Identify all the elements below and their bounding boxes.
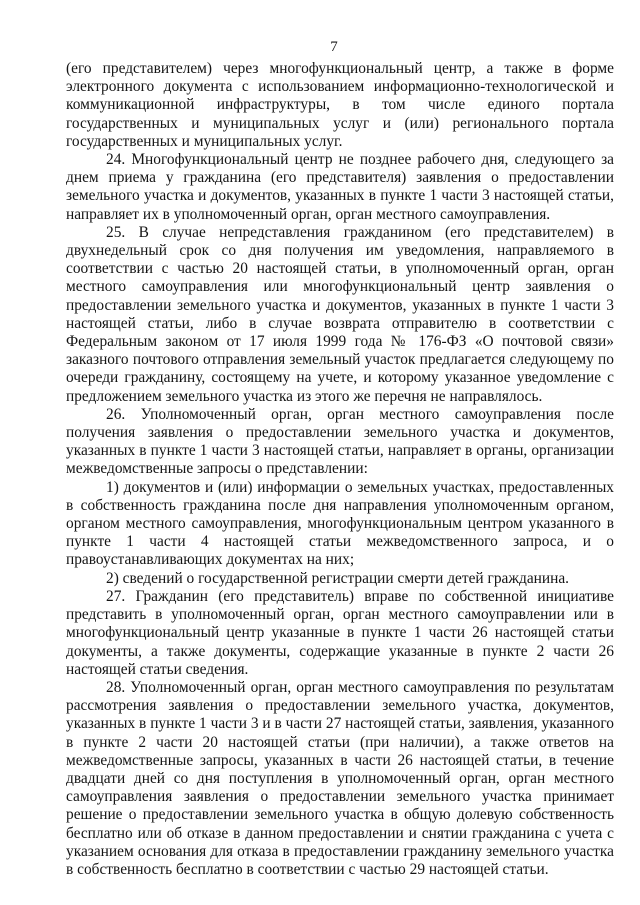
paragraph-26-item-2: 2) сведений о государственной регистрации смерти детей гражданина. <box>106 569 570 587</box>
paragraph-26: 26. Уполномоченный орган, орган местного самоуправления после получения заявления о предоставлении земельного участка и документов, указанных в пункте 1 части 3 настоящей статьи, направляет в органы, организации межведомственные запросы о представлении: <box>66 405 614 478</box>
paragraph-continuation: (его представителем) через многофункциональный центр, а также в форме электронного документа с использованием информационно-технологической и коммуникационной инфраструктуры, в том числе единого портала государственных и муниципальных услуг и (или) регионального портала государственных и муниципальных услуг. <box>66 60 614 150</box>
paragraph-28: 28. Уполномоченный орган, орган местного самоуправления по результатам рассмотрения заявления о предоставлении земельного участка, документов, указанных в пункте 1 части 3 и в части 27 настоящей статьи, заявления, указанного в пункте 2 части 20 настоящей статьи (при наличии), а также ответов на межведомственные запросы, указанных в части 26 настоящей статьи, в течение двадцати дней со дня поступления в уполномоченный орган, орган местного самоуправления заявления о предоставлении земельного участка принимает решение о предоставлении земельного участка в общую долевую собственность бесплатно или об отказе в данном предоставлении и снятии гражданина с учета с указанием основания для отказа в предоставлении гражданину земельного участка в собственность бесплатно в соответствии с частью 29 настоящей статьи. <box>66 678 614 878</box>
document-body <box>66 60 614 879</box>
paragraph-26-item-1: 1) документов и (или) информации о земельных участках, предоставленных в собственность гражданина после дня направления уполномоченным органом, органом местного самоуправления, многофункциональным центром указанного в пункте 1 части 4 настоящей статьи межведомственного запроса, и о правоустанавливающих документах на них; <box>66 478 614 569</box>
page-number: 7 <box>330 39 338 55</box>
paragraph-24: 24. Многофункциональный центр не позднее рабочего дня, следующего за днем приема у гражданина (его представителя) заявления о предоставлении земельного участка и документов, указанных в пункте 1 части 3 настоящей статьи, направляет их в уполномоченный орган, орган местного самоуправления. <box>66 151 614 223</box>
paragraph-27: 27. Гражданин (его представитель) вправе по собственной инициативе представить в уполномоченный орган, орган местного самоуправлении или в многофункциональный центр указанные в пункте 1 части 26 настоящей статьи документы, а также документы, содержащие указанные в пункте 2 части 26 настоящей статьи сведения. <box>66 587 614 678</box>
paragraph-25: 25. В случае непредставления гражданином (его представителем) в двухнедельный срок со дня получения им уведомления, направляемого в соответствии с частью 20 настоящей статьи, в уполномоченный орган, орган местного самоуправления или многофункциональный центр заявления о предоставлении земельного участка и документов, указанных в пункте 1 части 3 настоящей статьи, либо в случае возврата отправителю в соответствии с Федеральным законом от 17 июля 1999 года № 176-ФЗ «О почтовой связи» заказного почтового отправления земельный участок предлагается следующему по очереди гражданину, состоящему на учете, и которому указанное уведомление с предложением земельного участка из этого же перечня не направлялось. <box>66 223 614 405</box>
